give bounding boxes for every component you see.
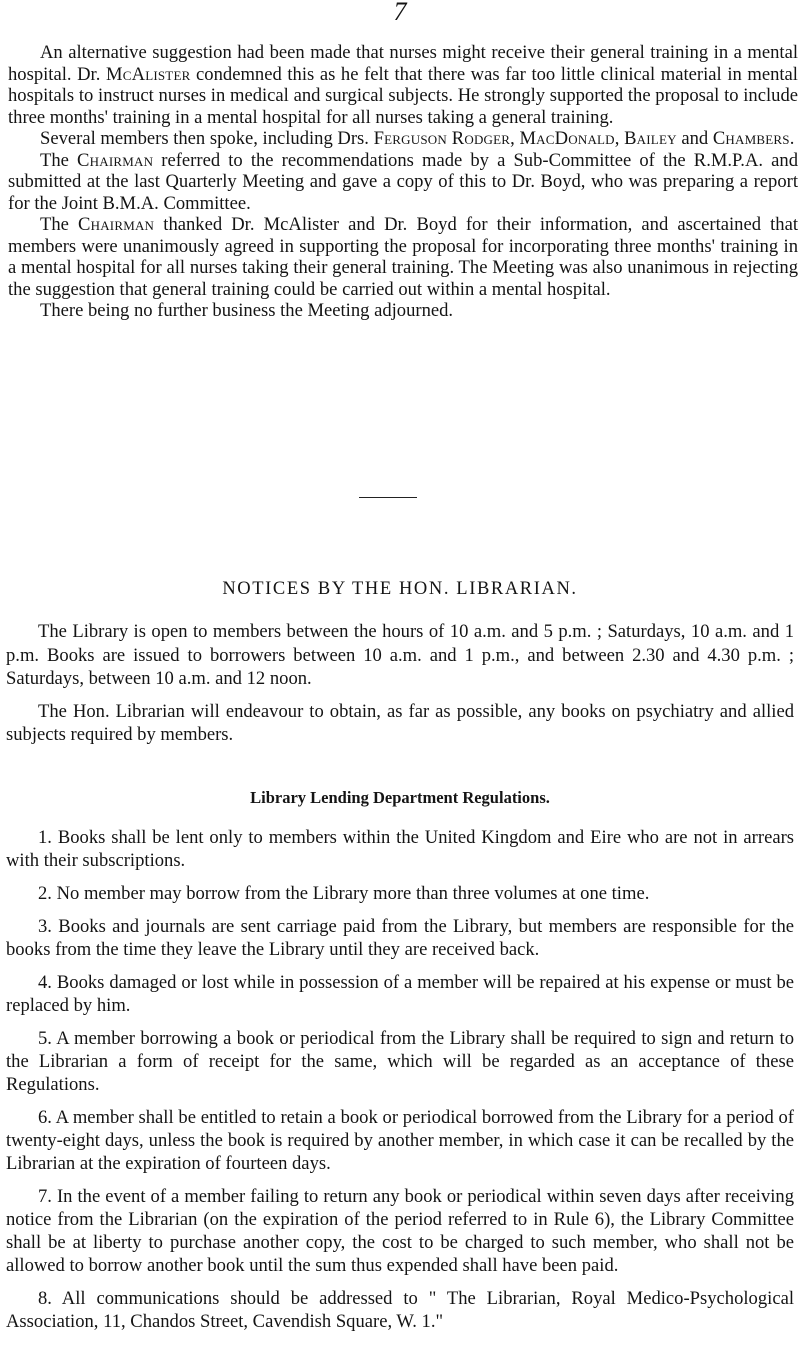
regulations-heading: Library Lending Department Regulations. xyxy=(250,788,550,807)
minutes-paragraph xyxy=(8,150,798,215)
minutes-paragraph xyxy=(8,300,798,322)
name-bailey: Bailey xyxy=(624,128,677,149)
minutes-text: , xyxy=(614,128,625,149)
minutes-paragraph xyxy=(8,128,798,150)
regulations-list xyxy=(6,826,794,1343)
minutes-text: The xyxy=(40,149,78,171)
name-chairman: Chairman xyxy=(78,214,155,235)
notices-title: NOTICES BY THE HON. LIBRARIAN. xyxy=(222,579,578,599)
minutes-paragraph xyxy=(8,42,798,128)
regulation-item: 1. Books shall be lent only to members within the United Kingdom and Eire who are not in arrears with their subscriptions. xyxy=(6,827,794,871)
regulation-item: 4. Books damaged or lost while in possession of a member will be repaired at his expense or must be replaced by him. xyxy=(6,972,794,1016)
minutes-text: The xyxy=(40,214,79,235)
minutes-text: and xyxy=(676,128,713,149)
section-divider xyxy=(359,497,417,498)
minutes-text: , xyxy=(510,128,520,149)
name-chambers: Chambers xyxy=(712,128,790,149)
name-ferguson-rodger: Ferguson Rodger xyxy=(373,128,511,149)
minutes-text: thanked Dr. McAlister and Dr. Boyd for their information, and ascertained that members were unanimously agreed in supporting the proposal for incorporating three months' training in a mental hospital for all nurses taking their general training. The Meeting was also unanimous in rejecting the suggestion that general training could be carried out within a mental hospital. xyxy=(8,214,798,300)
regulation-item: 8. All communications should be addressed to " The Librarian, Royal Medico-Psychological Association, 11, Chandos Street, Cavendish Square, W. 1." xyxy=(6,1288,794,1332)
minutes-text: Several members then spoke, including Drs. xyxy=(40,128,374,149)
regulation-item: 3. Books and journals are sent carriage paid from the Library, but members are responsible for the books from the time they leave the Library until they are received back. xyxy=(6,916,794,960)
minutes-text: There being no further business the Meeting adjourned. xyxy=(40,300,454,321)
regulation-item: 2. No member may borrow from the Library more than three volumes at one time. xyxy=(38,883,650,904)
regulation-item: 6. A member shall be entitled to retain a book or periodical borrowed from the Library for a period of twenty-eight days, unless the book is required by another member, in which case it can be recalled by the Librarian at the expiration of fourteen days. xyxy=(6,1107,794,1174)
notice-paragraph: The Library is open to members between the hours of 10 a.m. and 5 p.m. ; Saturdays, 10 a.m. and 1 p.m. Books are issued to borrowers between 10 a.m. and 1 p.m., and between 2.30 and 4.30 p.m. ; Saturdays, between 10 a.m. and 12 noon. xyxy=(6,621,794,689)
notice-paragraph: The Hon. Librarian will endeavour to obtain, as far as possible, any books on psychiatry and allied subjects required by members. xyxy=(6,700,794,745)
name-chairman: Chairman xyxy=(77,149,154,171)
minutes-paragraph xyxy=(8,214,798,300)
name-mcalister: McAlister xyxy=(105,63,191,85)
minutes-text: condemned this as he felt that there was far too little clinical material in mental hospitals to instruct nurses in medical and surgical subjects. He strongly supported the proposal to include three months' training in a mental hospital for all nurses taking a general training. xyxy=(8,63,798,128)
name-macdonald: MacDonald xyxy=(519,128,615,149)
minutes-text: An alternative suggestion had been made that nurses might receive their general training in a mental hospital. Dr. xyxy=(8,42,798,85)
minutes-text: . xyxy=(789,128,795,149)
notices-body xyxy=(6,620,794,756)
regulation-item: 7. In the event of a member failing to return any book or periodical within seven days after receiving notice from the Librarian (on the expiration of the period referred to in Rule 6), the Library Committee shall be at liberty to purchase another copy, the cost to be charged to such member, who shall not be allowed to borrow another book until the sum thus expended shall have been paid. xyxy=(6,1186,794,1276)
page-number: 7 xyxy=(393,0,407,26)
regulation-item: 5. A member borrowing a book or periodical from the Library shall be required to sign and return to the Librarian a form of receipt for the same, which will be regarded as an acceptance of these Regulations. xyxy=(6,1028,794,1095)
minutes-text: referred to the recommendations made by a Sub-Committee of the R.M.P.A. and submitted at the last Quarterly Meeting and gave a copy of this to Dr. Boyd, who was preparing a report for the Joint B.M.A. Committee. xyxy=(8,149,798,214)
meeting-minutes xyxy=(8,42,798,322)
